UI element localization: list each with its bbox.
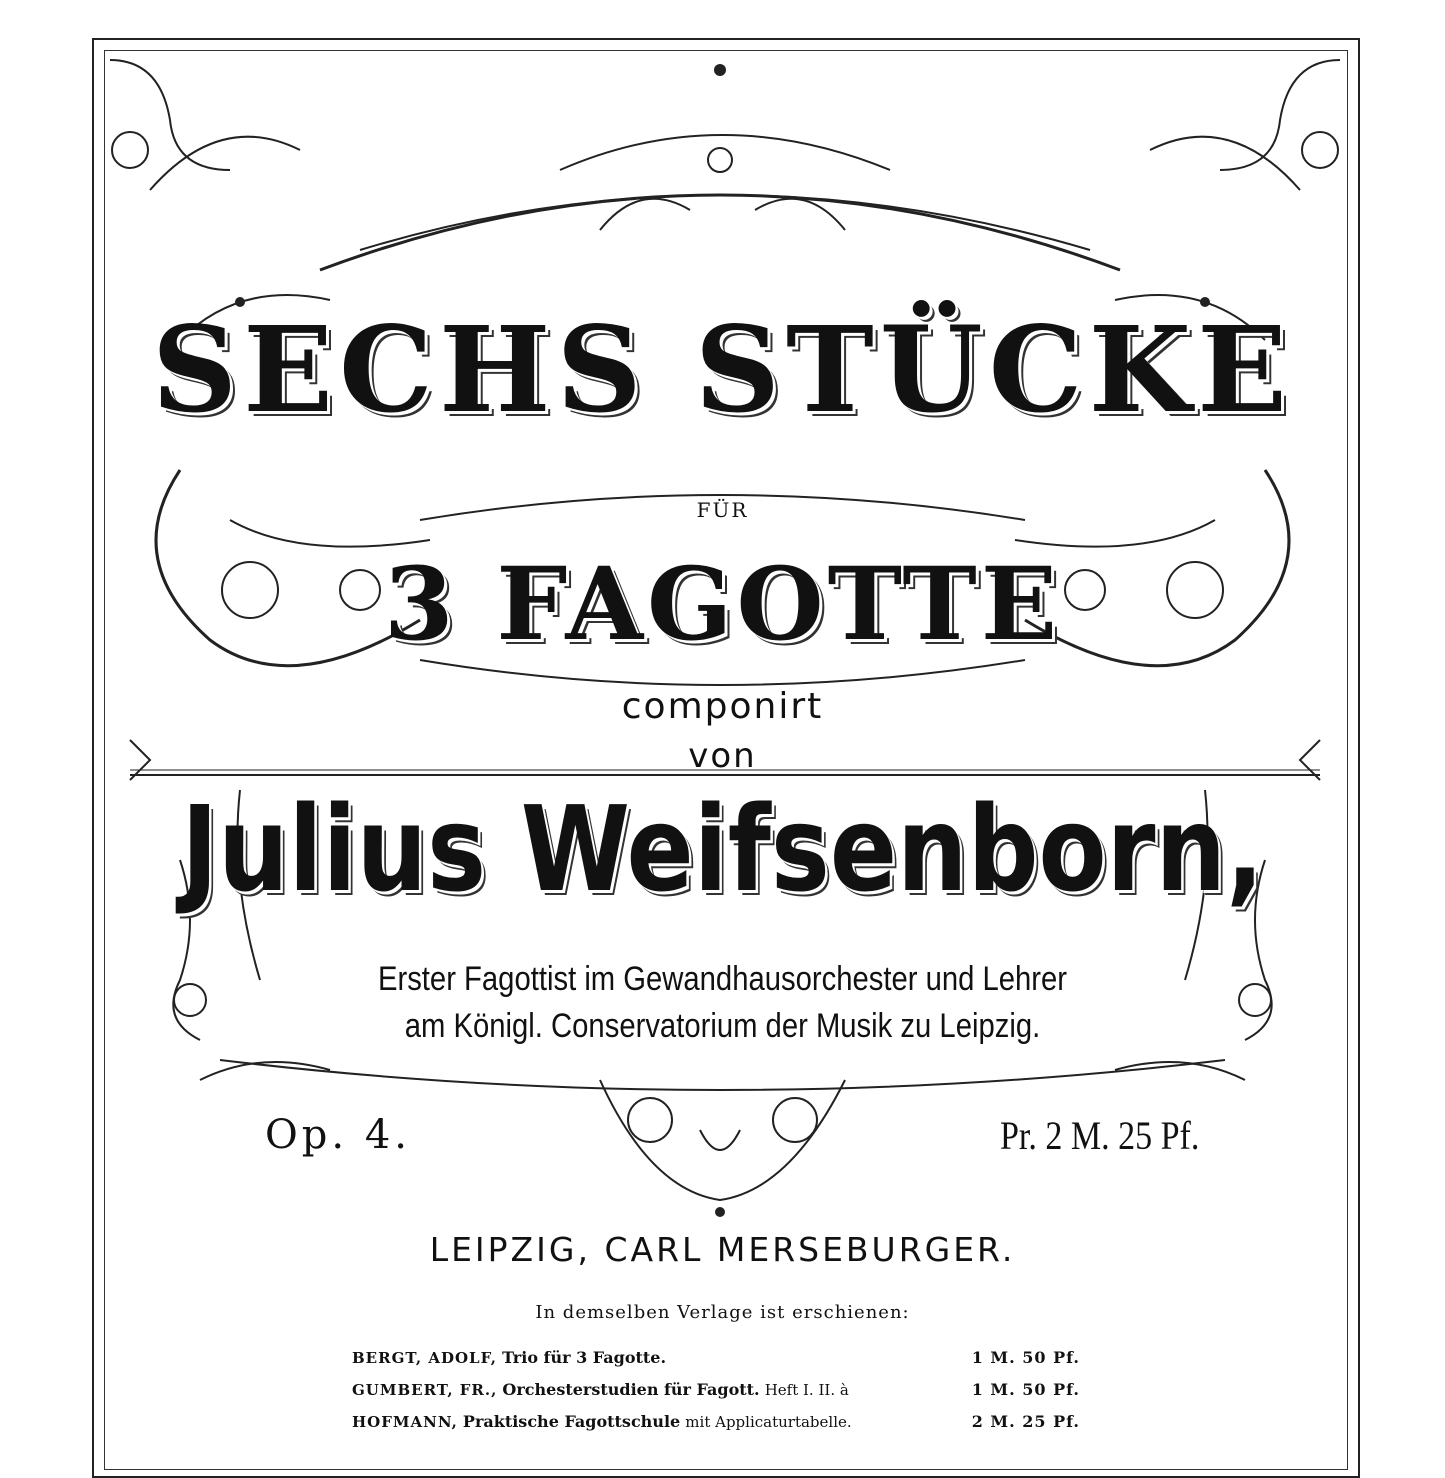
composer-name: Julius Weifsenborn, [181,780,1264,918]
title-sechs-stucke: SECHS STÜCKE [151,300,1294,439]
catalog-extra: mit Applicaturtabelle. [685,1413,852,1431]
catalog-item [352,1374,1092,1406]
catalog-author: GUMBERT, FR., [352,1381,498,1399]
title-3-fagotte: 3 FAGOTTE [383,545,1062,663]
catalog-price: 2 M. 25 Pf. [971,1412,1080,1431]
title-componirt: componirt [621,686,824,727]
catalog-price: 1 M. 50 Pf. [971,1348,1080,1367]
title-von: von [688,736,757,776]
catalog-author: HOFMANN, [352,1413,458,1431]
catalog-heading: In demselben Verlage ist erschienen: [535,1302,910,1323]
catalog-list [352,1342,1092,1438]
catalog-item [352,1406,1092,1438]
composer-subtitle-line2: am Königl. Conservatorium der Musik zu Leipzig. [404,1007,1041,1045]
opus-number: Op. 4. [265,1112,411,1158]
title-fur: FÜR [696,498,749,522]
catalog-work: Orchesterstudien für Fagott. [502,1380,760,1399]
catalog-work: Trio für 3 Fagotte. [502,1348,667,1367]
catalog-price: 1 M. 50 Pf. [971,1380,1080,1399]
catalog-author: BERGT, ADOLF, [352,1349,497,1367]
composer-subtitle-line1: Erster Fagottist im Gewandhausorchester und Lehrer [377,960,1068,998]
catalog-extra: Heft I. II. à [764,1381,849,1399]
catalog-work: Praktische Fagottschule [462,1412,681,1431]
publisher-line: LEIPZIG, CARL MERSEBURGER. [429,1230,1016,1269]
price-label: Pr. 2 M. 25 Pf. [1000,1113,1200,1158]
catalog-item [352,1342,1092,1374]
